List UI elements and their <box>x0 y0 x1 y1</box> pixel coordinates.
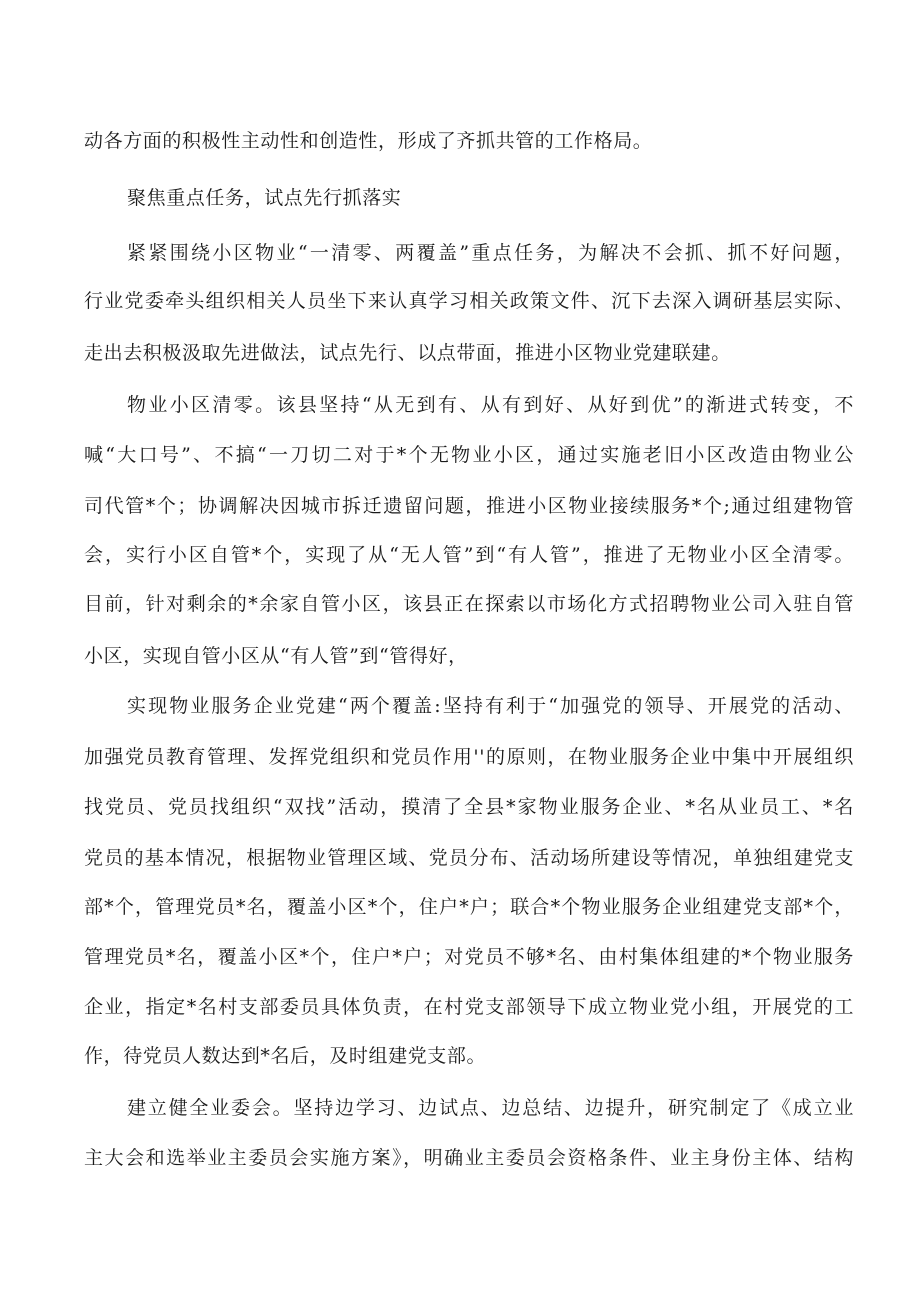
text-line: 企业，指定*名村支部委员具体负责，在村党支部领导下成立物业党小组，开展党的工 <box>84 996 854 1018</box>
text-line: 部*个，管理党员*名，覆盖小区*个，住户*户；联合*个物业服务企业组建党支部*个， <box>84 896 854 918</box>
text-line: 管理党员*名，覆盖小区*个，住户*户；对党员不够*名、由村集体组建的*个物业服务 <box>84 946 854 968</box>
text-line: 找党员、党员找组织“双找”活动，摸清了全县*家物业服务企业、*名从业员工、*名 <box>84 796 854 818</box>
text-line: 主大会和选举业主委员会实施方案》，明确业主委员会资格条件、业主身份主体、结构 <box>84 1147 854 1169</box>
text-line: 目前，针对剩余的*余家自管小区，该县正在探索以市场化方式招聘物业公司入驻自管 <box>84 593 854 615</box>
text-line: 党员的基本情况，根据物业管理区域、党员分布、活动场所建设等情况，单独组建党支 <box>84 847 854 869</box>
text-line: 物业小区清零。该县坚持“从无到有、从有到好、从好到优”的渐进式转变，不 <box>127 394 854 416</box>
text-line: 司代管*个；协调解决因城市拆迁遗留问题，推进小区物业接续服务*个;通过组建物管 <box>84 495 854 517</box>
text-line: 会，实行小区自管*个，实现了从“无人管”到“有人管”，推进了无物业小区全清零。 <box>84 544 854 566</box>
section-heading: 聚焦重点任务，试点先行抓落实 <box>127 187 402 209</box>
text-line: 作，待党员人数达到*名后，及时组建党支部。 <box>84 1045 487 1067</box>
text-line: 小区，实现自管小区从“有人管”到“管得好， <box>84 645 468 667</box>
text-line: 喊“大口号”、不搞“一刀切二对于*个无物业小区，通过实施老旧小区改造由物业公 <box>84 444 854 466</box>
text-line: 紧紧围绕小区物业“一清零、两覆盖”重点任务，为解决不会抓、抓不好问题， <box>127 242 854 264</box>
text-line: 建立健全业委会。坚持边学习、边试点、边总结、边提升，研究制定了《成立业 <box>127 1097 854 1119</box>
text-line: 动各方面的积极性主动性和创造性，形成了齐抓共管的工作格局。 <box>84 130 653 152</box>
text-line: 行业党委牵头组织相关人员坐下来认真学习相关政策文件、沉下去深入调研基层实际、 <box>84 290 854 312</box>
text-line: 走出去积极汲取先进做法，试点先行、以点带面，推进小区物业党建联建。 <box>84 342 731 364</box>
text-line: 加强党员教育管理、发挥党组织和党员作用''的原则，在物业服务企业中集中开展组织 <box>84 746 854 768</box>
text-line: 实现物业服务企业党建“两个覆盖:坚持有利于“加强党的领导、开展党的活动、 <box>127 695 854 717</box>
